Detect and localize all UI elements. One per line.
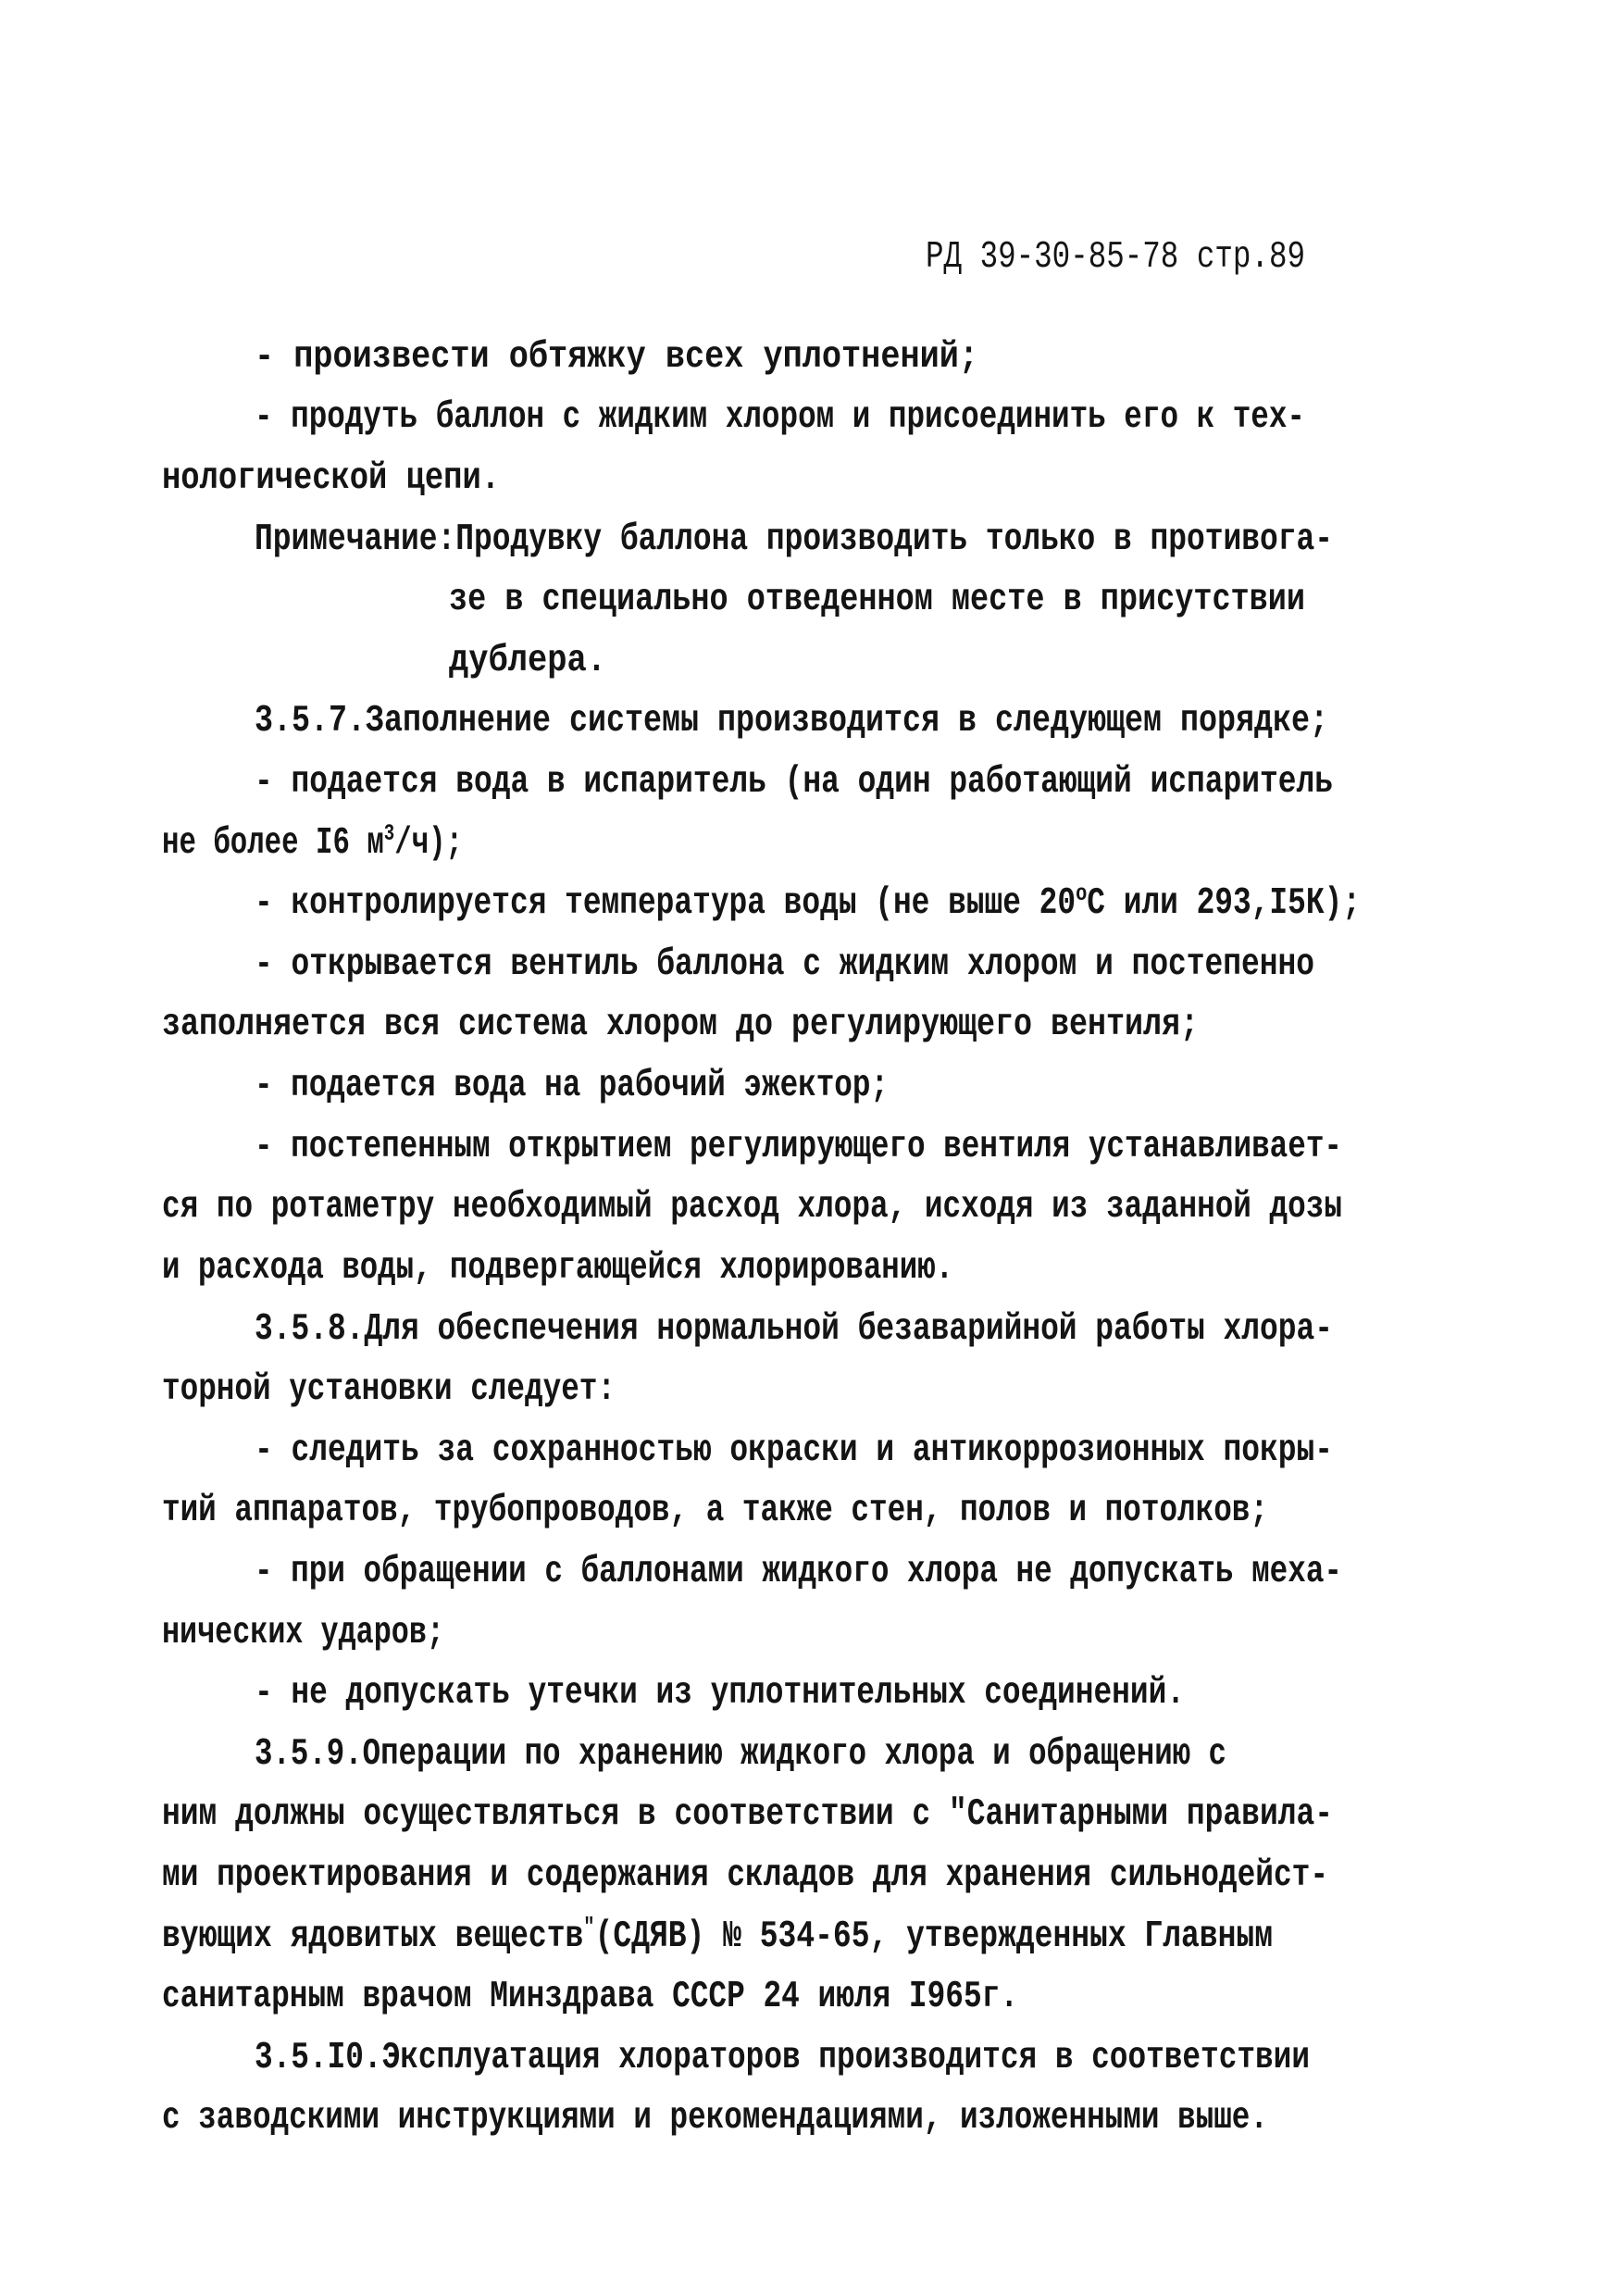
text-line: - не допускать утечки из уплотнительных соединений.	[255, 1672, 1185, 1715]
text-line: - при обращении с баллонами жидкого хлора не допускать меха-	[255, 1551, 1342, 1593]
text-line	[162, 1914, 1273, 1958]
text-line: санитарным врачом Минздрава СССР 24 июля I965г.	[162, 1976, 1018, 2018]
text-line: заполняется вся система хлором до регулирующего вентиля;	[162, 1004, 1199, 1046]
text-line: - продуть баллон с жидким хлором и присоединить его к тех-	[255, 396, 1305, 439]
note-line: зе в специально отведенном месте в присутствии	[449, 579, 1305, 621]
text-line: нических ударов;	[162, 1612, 444, 1654]
text-line: тий аппаратов, трубопроводов, а также стен, полов и потолков;	[162, 1490, 1268, 1532]
text-line: ним должны осуществляться в соответствии с "Санитарными правила-	[162, 1793, 1333, 1836]
superscript: о	[1076, 880, 1088, 908]
text-line: - следить за сохранностью окраски и антикоррозионных покры-	[255, 1429, 1333, 1472]
text-span: С или 293,I5К);	[1087, 882, 1361, 925]
text-line: - открывается вентиль баллона с жидким хлором и постепенно	[255, 943, 1314, 986]
section-heading-3-5-9: 3.5.9.Операции по хранению жидкого хлора и обращению с	[255, 1733, 1226, 1776]
text-line: нологической цепи.	[162, 457, 500, 500]
section-heading-3-5-8: 3.5.8.Для обеспечения нормальной безаварийной работы хлора-	[255, 1308, 1333, 1351]
document-header: РД 39-30-85-78 стр.89	[926, 236, 1305, 279]
text-span: не более I6 м	[162, 822, 384, 865]
text-line: - подается вода на рабочий эжектор;	[255, 1065, 889, 1107]
text-line: ся по ротаметру необходимый расход хлора, исходя из заданной дозы	[162, 1186, 1342, 1229]
text-line: торной установки следует:	[162, 1368, 616, 1411]
text-line: - подается вода в испаритель (на один работающий испаритель	[255, 761, 1333, 804]
text-span: - контролируется температура воды (не выше 20	[255, 882, 1077, 925]
superscript: "	[583, 1914, 595, 1941]
text-line: ми проектирования и содержания складов для хранения сильнодейст-	[162, 1854, 1328, 1897]
note-line: дублера.	[449, 640, 606, 682]
superscript: 3	[383, 820, 395, 848]
text-line: с заводскими инструкциями и рекомендациями, изложенными выше.	[162, 2097, 1268, 2140]
text-span: вующих ядовитых веществ	[162, 1915, 584, 1958]
text-line: - постепенным открытием регулирующего вентиля устанавливает-	[255, 1126, 1342, 1168]
text-span: (СДЯВ) № 534-65, утвержденных Главным	[594, 1915, 1273, 1958]
text-line: и расхода воды, подвергающейся хлорированию.	[162, 1247, 953, 1290]
text-line	[255, 880, 1361, 925]
text-line	[162, 820, 463, 865]
text-span: /ч);	[394, 822, 463, 865]
section-heading-3-5-10: 3.5.I0.Эксплуатация хлораторов производится в соответствии	[255, 2037, 1310, 2079]
note-line: Примечание:Продувку баллона производить только в противога-	[255, 518, 1333, 561]
text-line: - произвести обтяжку всех уплотнений;	[255, 336, 978, 379]
section-heading-3-5-7: 3.5.7.Заполнение системы производится в следующем порядке;	[255, 700, 1328, 742]
